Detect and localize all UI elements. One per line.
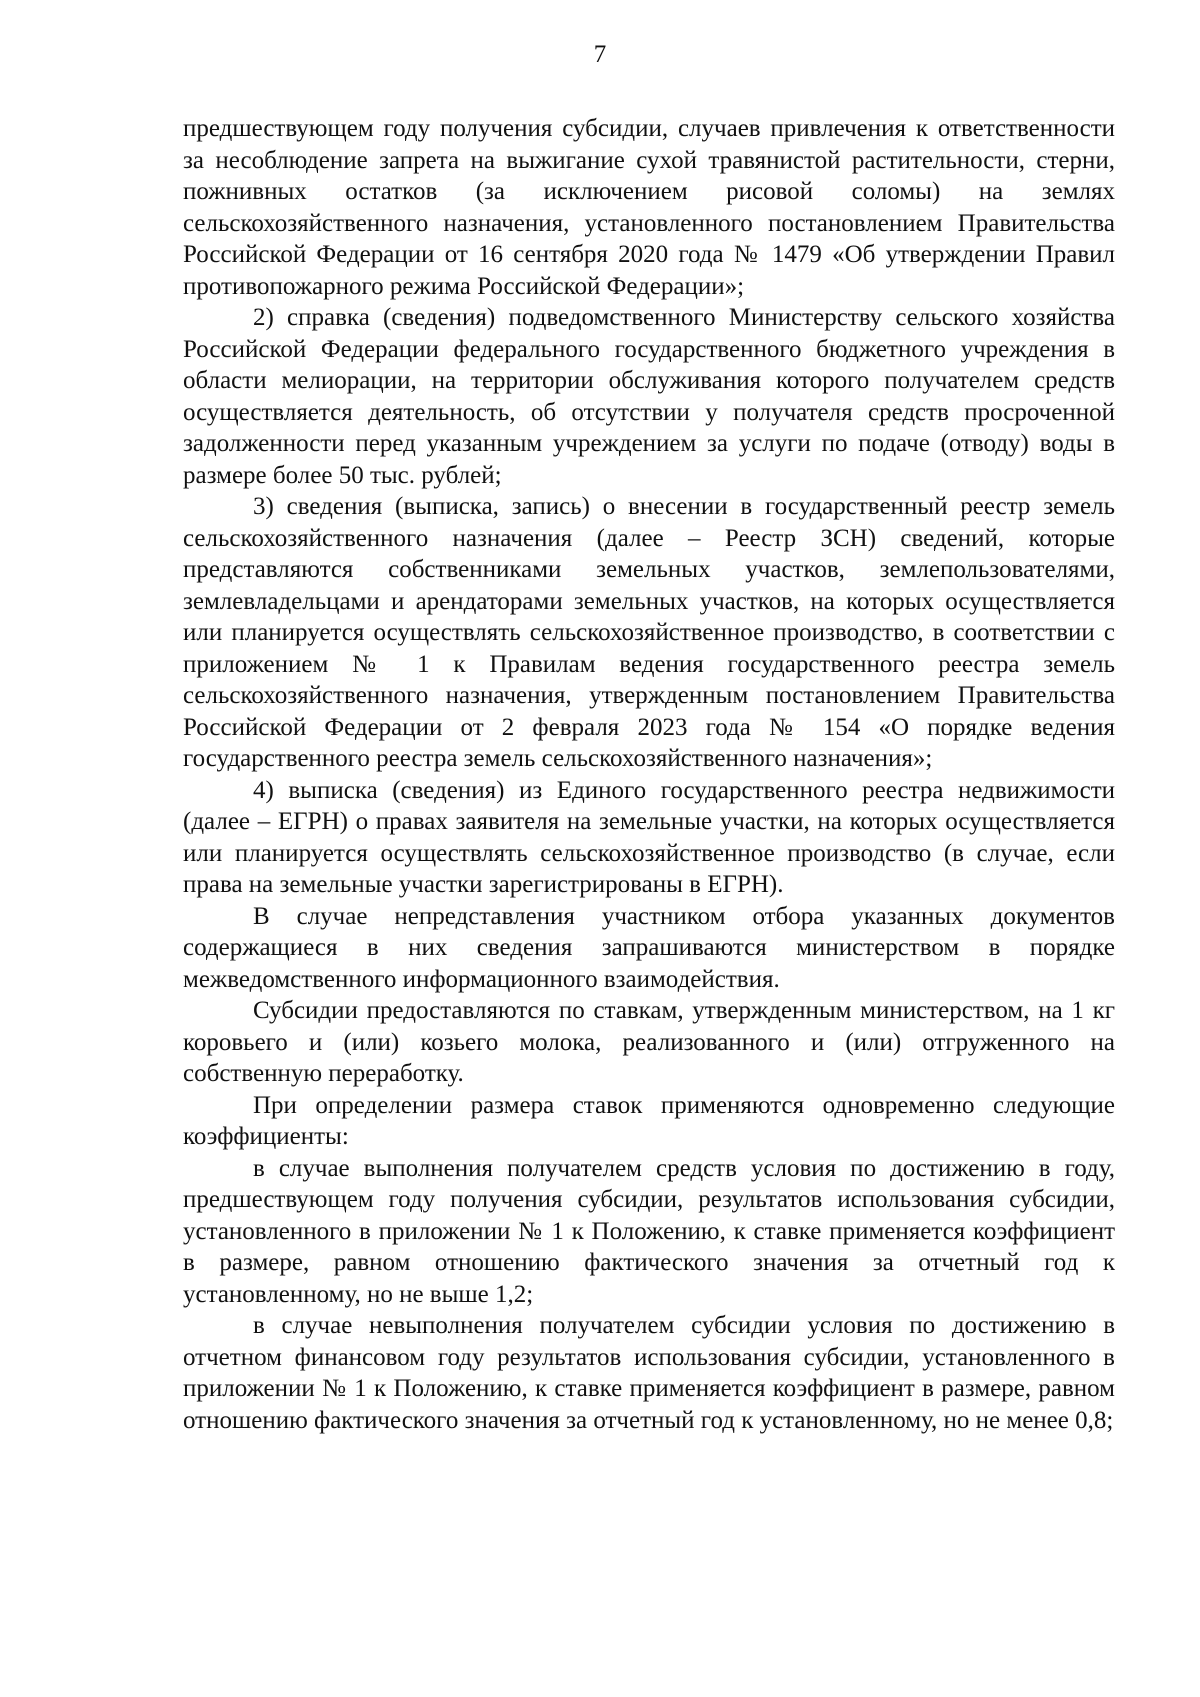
- paragraph-coefficients-intro: При определении размера ставок применяются одновременно следующие коэффициенты:: [183, 1091, 1115, 1150]
- paragraph-item-4: 4) выписка (сведения) из Единого государственного реестра недвижимости (далее – ЕГРН) о правах заявителя на земельные участки, на которых осуществляется или планируется осуществлять сельскохозяйственное производство (в случае, если права на земельные участки зарегистрированы в ЕГРН).: [183, 776, 1115, 898]
- document-body: [183, 113, 1115, 1436]
- paragraph-subsidy-rates: Субсидии предоставляются по ставкам, утвержденным министерством, на 1 кг коровьего и (или) козьего молока, реализованного и (или) отгруженного на собственную переработку.: [183, 997, 1115, 1087]
- paragraph-coefficient-fulfilled: в случае выполнения получателем средств условия по достижению в году, предшествующем году получения субсидии, результатов использования субсидии, установленного в приложении № 1 к Положению, к ставке применяется коэффициент в размере, равном отношению фактического значения за отчетный год к установленному, но не выше 1,2;: [183, 1154, 1115, 1308]
- paragraph-item-2: 2) справка (сведения) подведомственного Министерству сельского хозяйства Российской Федерации федерального государственного бюджетного учреждения в области мелиорации, на территории обслуживания которого получателем средств осуществляется деятельность, об отсутствии у получателя средств просроченной задолженности перед указанным учреждением за услуги по подаче (отводу) воды в размере более 50 тыс. рублей;: [183, 304, 1115, 489]
- paragraph-item-3: 3) сведения (выписка, запись) о внесении в государственный реестр земель сельскохозяйственного назначения (далее – Реестр ЗСН) сведений, которые представляются собственниками земельных участков, землепользователями, землевладельцами и арендаторами земельных участков, на которых осуществляется или планируется осуществлять сельскохозяйственное производство, в соответствии с приложением № 1 к Правилам ведения государственного реестра земель сельскохозяйственного назначения, утвержденным постановлением Правительства Российской Федерации от 2 февраля 2023 года № 154 «О порядке ведения государственного реестра земель сельскохозяйственного назначения»;: [183, 493, 1115, 772]
- paragraph-coefficient-not-fulfilled: в случае невыполнения получателем субсидии условия по достижению в отчетном финансовом году результатов использования субсидии, установленного в приложении № 1 к Положению, к ставке применяется коэффициент в размере, равном отношению фактического значения за отчетный год к установленному, но не менее 0,8;: [183, 1312, 1115, 1434]
- paragraph-interagency-request: В случае непредставления участником отбора указанных документов содержащиеся в них сведения запрашиваются министерством в порядке межведомственного информационного взаимодействия.: [183, 902, 1115, 993]
- paragraph-continuation: предшествующем году получения субсидии, случаев привлечения к ответственности за несоблюдение запрета на выжигание сухой травянистой растительности, стерни, пожнивных остатков (за исключением рисовой соломы) на землях сельскохозяйственного назначения, установленного постановлением Правительства Российской Федерации от 16 сентября 2020 года № 1479 «Об утверждении Правил противопожарного режима Российской Федерации»;: [183, 115, 1115, 300]
- page-number: 7: [593, 41, 607, 68]
